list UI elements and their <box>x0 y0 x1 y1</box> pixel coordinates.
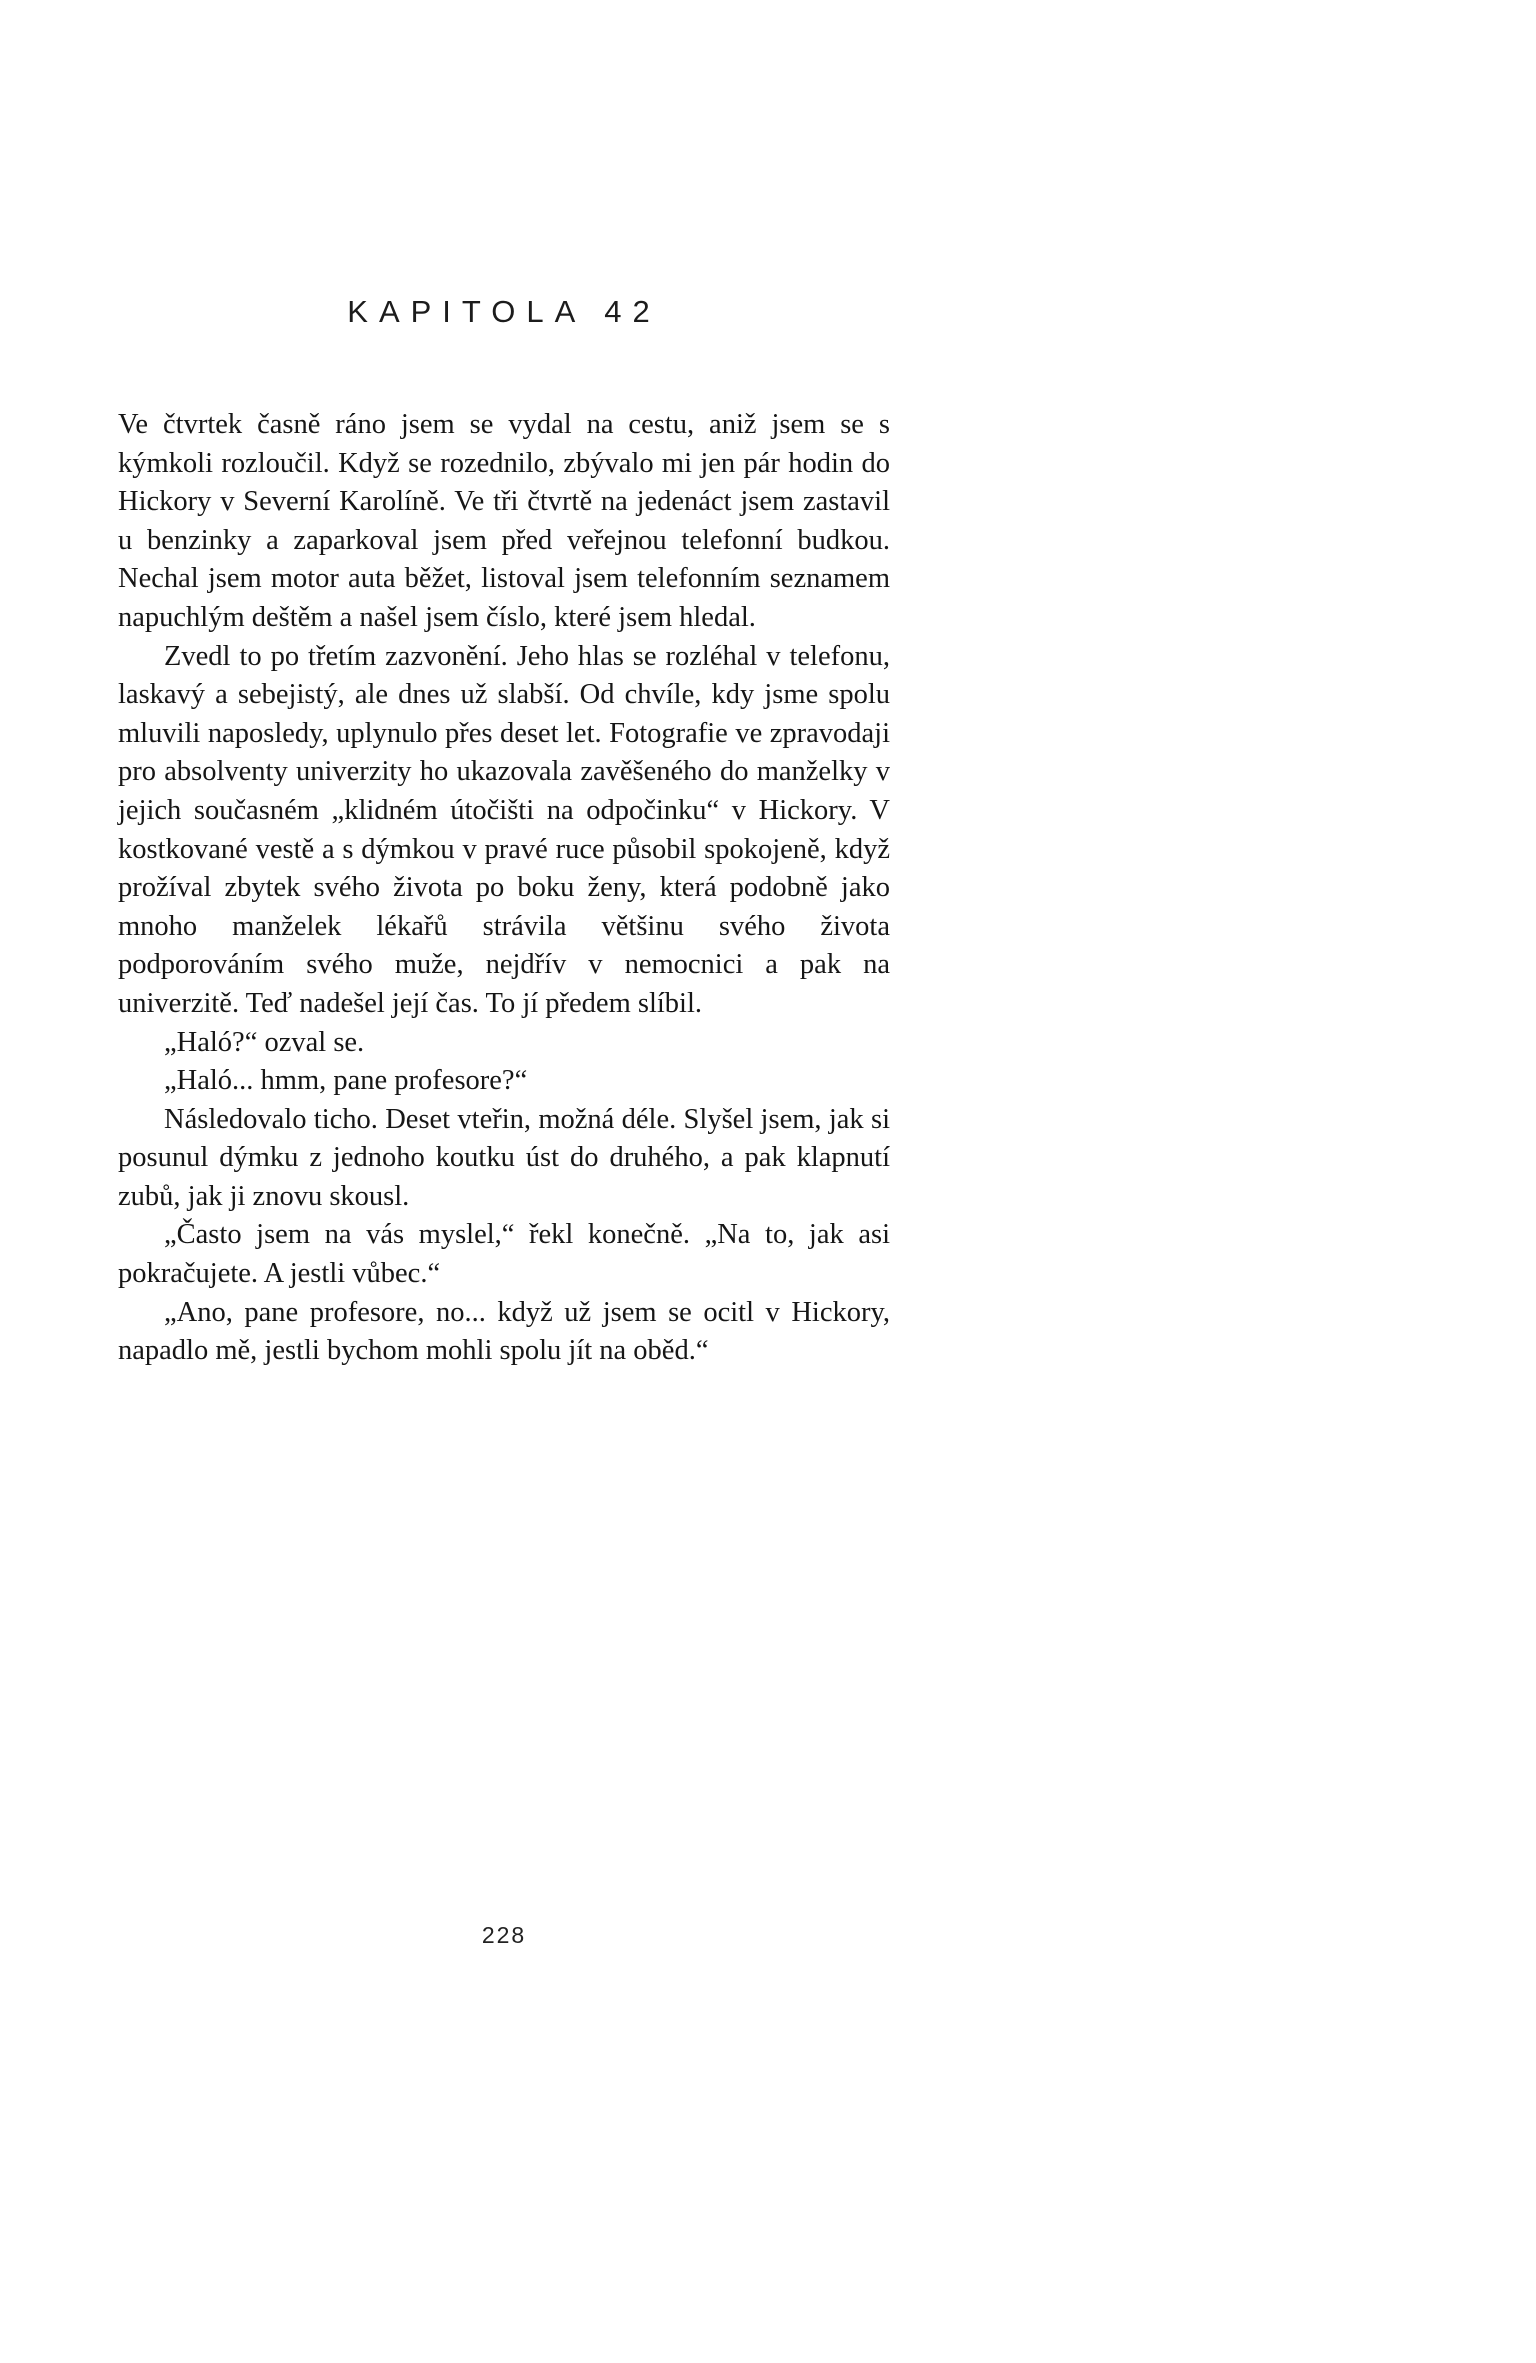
paragraph: „Často jsem na vás myslel,“ řekl konečně. „Na to, jak asi pokračujete. A jestli vůbec.“ <box>118 1219 890 1290</box>
paragraph: Zvedl to po třetím zazvonění. Jeho hlas se rozléhal v telefonu, laskavý a sebejistý, ale dnes už slabší. Od chvíle, kdy jsme spolu mluvili naposledy, uplynulo přes deset let. Fotografie ve zpravodaji pro absolventy univerzity ho ukazovala zavěšeného do manželky v jejich současném „klidném útočišti na odpočinku“ v Hickory. V kostkované vestě a s dýmkou v pravé ruce působil spokojeně, když prožíval zbytek svého života po boku ženy, která podobně jako mnoho manželek lékařů strávila většinu svého života podporováním svého muže, nejdřív v nemocnici a pak na univerzitě. Teď nadešel její čas. To jí předem slíbil. <box>118 640 890 1019</box>
chapter-title: KAPITOLA 42 <box>347 294 661 329</box>
paragraph: Následovalo ticho. Deset vteřin, možná déle. Slyšel jsem, jak si posunul dýmku z jednoho koutku úst do druhého, a pak klapnutí zubů, jak ji znovu skousl. <box>118 1103 890 1212</box>
paragraph: „Haló?“ ozval se. <box>164 1026 365 1058</box>
paragraph: Ve čtvrtek časně ráno jsem se vydal na cestu, aniž jsem se s kýmkoli rozloučil. Když se rozednilo, zbývalo mi jen pár hodin do Hickory v Severní Karolíně. Ve tři čtvrtě na jedenáct jsem zastavil u benzinky a zaparkoval jsem před veřejnou telefonní budkou. Nechal jsem motor auta běžet, listoval jsem telefonním seznamem napuchlým deštěm a našel jsem číslo, které jsem hledal. <box>118 409 890 633</box>
paragraph: „Ano, pane profesore, no... když už jsem se ocitl v Hickory, napadlo mě, jestli bychom mohli spolu jít na oběd.“ <box>118 1296 890 1367</box>
paragraph: „Haló... hmm, pane profesore?“ <box>164 1065 528 1097</box>
text-block <box>118 406 890 1371</box>
page-number: 228 <box>481 1922 527 1948</box>
